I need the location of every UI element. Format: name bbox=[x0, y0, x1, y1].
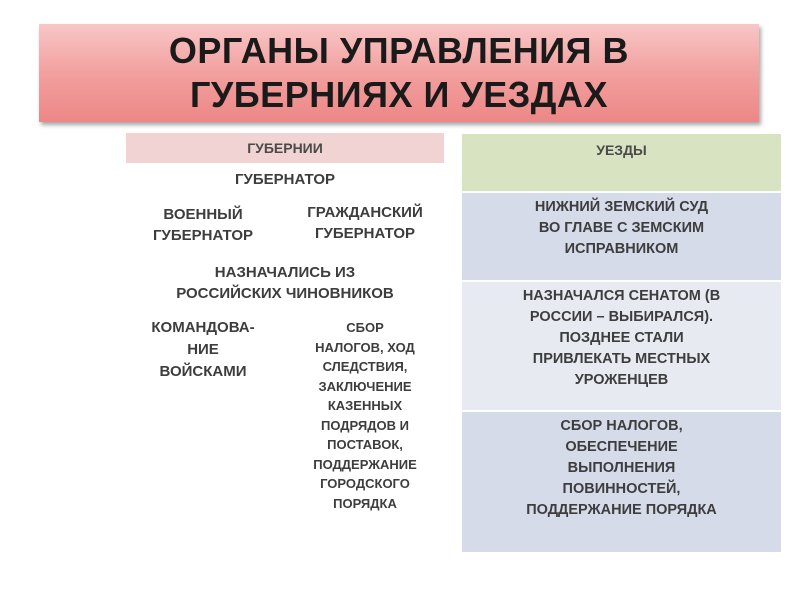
uezdy-header: УЕЗДЫ bbox=[462, 134, 781, 191]
military-duties-label: КОМАНДОВА- НИЕ ВОЙСКАМИ bbox=[151, 319, 255, 380]
slide-title: ОРГАНЫ УПРАВЛЕНИЯ В ГУБЕРНИЯХ И УЕЗДАХ bbox=[168, 30, 630, 115]
civil-governor-label: ГРАЖДАНСКИЙ ГУБЕРНАТОР bbox=[307, 204, 423, 242]
uezd-appointment-cell: НАЗНАЧАЛСЯ СЕНАТОМ (В РОССИИ – ВЫБИРАЛСЯ). ПОЗДНЕЕ СТАЛИ ПРИВЛЕКАТЬ МЕСТНЫХ УРОЖЕНЦЕВ bbox=[462, 282, 781, 410]
uezd-duties-cell: СБОР НАЛОГОВ, ОБЕСПЕЧЕНИЕ ВЫПОЛНЕНИЯ ПОВИННОСТЕЙ, ПОДДЕРЖАНИЕ ПОРЯДКА bbox=[462, 412, 781, 552]
appointed-label: НАЗНАЧАЛИСЬ ИЗ РОССИЙСКИХ ЧИНОВНИКОВ bbox=[176, 264, 394, 302]
military-governor-label: ВОЕННЫЙ ГУБЕРНАТОР bbox=[152, 206, 253, 244]
gubernii-header: ГУБЕРНИИ bbox=[126, 133, 444, 163]
uezd-court-cell: НИЖНИЙ ЗЕМСКИЙ СУД ВО ГЛАВЕ С ЗЕМСКИМ ИСПРАВНИКОМ bbox=[462, 193, 781, 280]
civil-duties-label: СБОР НАЛОГОВ, ХОД СЛЕДСТВИЯ, ЗАКЛЮЧЕНИЕ КАЗЕННЫХ ПОДРЯДОВ И ПОСТАВОК, ПОДДЕРЖАНИЕ ГОРОДСКОГО ПОРЯДКА bbox=[313, 320, 417, 511]
governor-label: ГУБЕРНАТОР bbox=[234, 171, 335, 188]
title-banner bbox=[39, 24, 759, 122]
